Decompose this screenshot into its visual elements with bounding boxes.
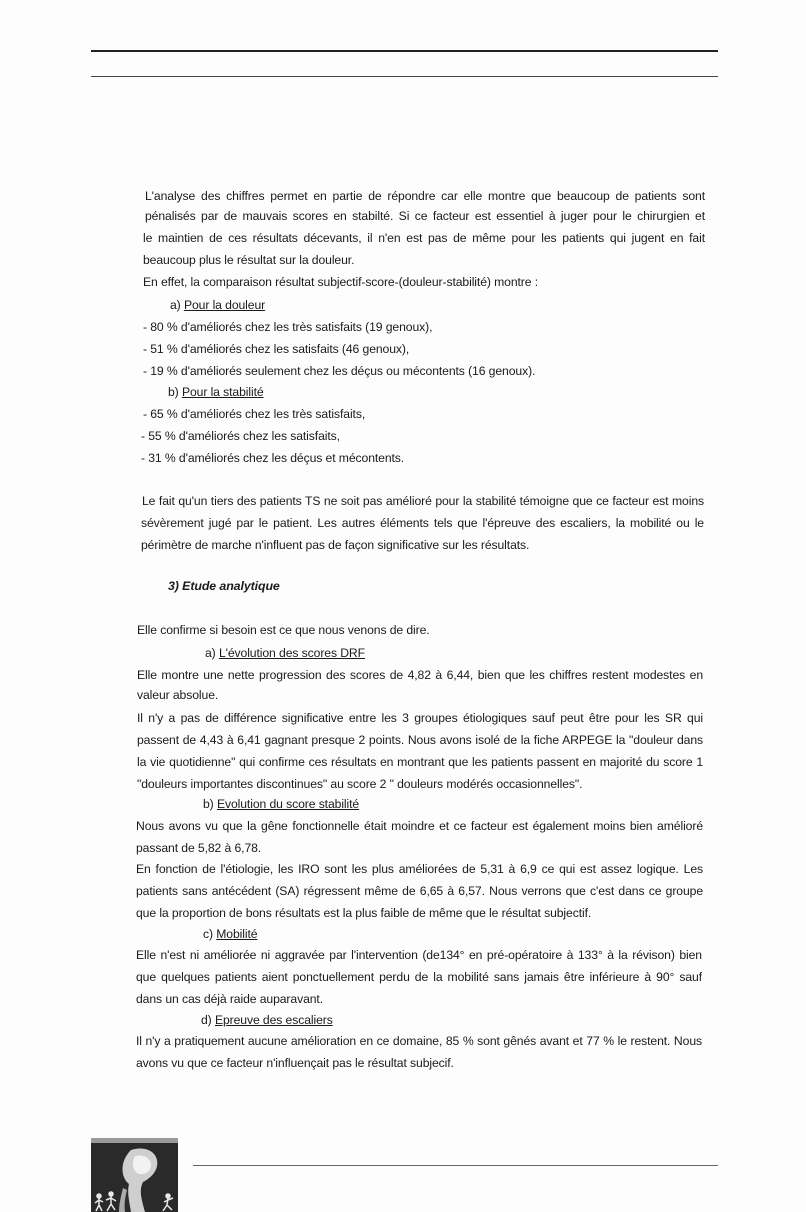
body-text-line: avons vu que ce facteur n'influençait pas le résultat subjecif.: [136, 1056, 454, 1070]
subsection-title: [168, 384, 264, 400]
body-text-line: Il n'y a pratiquement aucune amélioration en ce domaine, 85 % sont gênés avant et 77 % le restent. Nous: [136, 1034, 702, 1048]
body-text-line: En effet, la comparaison résultat subjectif-score-(douleur-stabilité) montre :: [143, 275, 539, 289]
subsection-label: Evolution du score stabilité: [216, 797, 360, 811]
subsection-prefix: b): [203, 797, 217, 811]
subsection-prefix: d): [201, 1013, 215, 1027]
body-text-line: patients sans antécédent (SA) régressent même de 6,65 à 6,57. Nous verrons que c'est dans ce groupe: [136, 884, 703, 898]
header-rule-bottom: [91, 76, 718, 77]
body-text-line: passent de 4,43 à 6,41 gagnant presque 2 points. Nous avons isolé de la fiche ARPEGE la "douleur dans: [137, 733, 703, 747]
subsection-title: [203, 796, 359, 812]
body-text-line: Elle montre une nette progression des scores de 4,82 à 6,44, bien que les chiffres restent modestes en: [137, 668, 703, 682]
body-text-line: sévèrement jugé par le patient. Les autres éléments tels que l'épreuve des escaliers, la mobilité ou le: [141, 516, 704, 530]
body-text-line: valeur absolue.: [137, 688, 219, 702]
body-text-line: - 55 % d'améliorés chez les satisfaits,: [141, 429, 340, 443]
footer-rule: [193, 1165, 718, 1166]
subsection-title: [205, 645, 365, 661]
body-text-line: L'analyse des chiffres permet en partie de répondre car elle montre que beaucoup de patients sont: [145, 189, 705, 203]
body-text-line: dans un cas déjà raide auparavant.: [136, 992, 323, 1006]
subsection-label: Pour la douleur: [183, 298, 266, 312]
body-text-line: - 65 % d'améliorés chez les très satisfaits,: [143, 407, 366, 421]
subsection-prefix: c): [203, 927, 217, 941]
body-text-line: - 80 % d'améliorés chez les très satisfaits (19 genoux),: [143, 320, 433, 334]
body-text-line: - 51 % d'améliorés chez les satisfaits (46 genoux),: [143, 342, 410, 356]
body-text-line: Nous avons vu que la gêne fonctionnelle était moindre et ce facteur est également moins bien amélioré: [136, 819, 703, 833]
subsection-prefix: b): [168, 385, 182, 399]
body-text-line: que quelques patients aient ponctuellement perdu de la mobilité sans jamais être inférieure à 90° sauf: [136, 970, 702, 984]
subsection-prefix: a): [205, 646, 219, 660]
body-text-line: périmètre de marche n'influent pas de façon significative sur les résultats.: [141, 538, 530, 552]
body-text-line: que la proportion de bons résultats est la plus faible de même que le résultat subjectif.: [136, 906, 592, 920]
body-text-line: Elle n'est ni améliorée ni aggravée par l'intervention (de134° en pré-opératoire à 133° à la révison) bien: [136, 948, 702, 962]
body-text-line: Le fait qu'un tiers des patients TS ne soit pas amélioré pour la stabilité témoigne que ce facteur est moins: [142, 494, 704, 508]
subsection-label: Mobilité: [216, 927, 258, 941]
subsection-label: Epreuve des escaliers: [214, 1013, 333, 1027]
body-text-line: - 31 % d'améliorés chez les déçus et mécontents.: [141, 451, 405, 465]
body-text-line: la vie quotidienne" qui confirme ces résultats en montrant que les patients passent en majorité du score 1: [137, 755, 703, 769]
body-text-line: Elle confirme si besoin est ce que nous venons de dire.: [137, 623, 430, 637]
knee-logo-image: [91, 1138, 178, 1212]
subsection-label: Pour la stabilité: [181, 385, 264, 399]
body-text-line: "douleurs importantes discontinues" au score 2 " douleurs modérés occasionnelles".: [137, 777, 583, 791]
body-text-line: passant de 5,82 à 6,78.: [136, 841, 262, 855]
section-heading: 3) Etude analytique: [168, 579, 280, 593]
subsection-label: L'évolution des scores DRF: [218, 646, 365, 660]
subsection-title: [170, 297, 265, 313]
subsection-prefix: a): [170, 298, 184, 312]
body-text-line: pénalisés par de mauvais scores en stabilté. Si ce facteur est essentiel à juger pour le chirurgien et: [145, 209, 705, 223]
body-text-line: En fonction de l'étiologie, les IRO sont les plus améliorées de 5,31 à 6,9 ce qui est assez logique. Les: [136, 862, 703, 876]
subsection-title: [203, 926, 257, 942]
body-text-line: - 19 % d'améliorés seulement chez les déçus ou mécontents (16 genoux).: [143, 364, 536, 378]
body-text-line: Il n'y a pas de différence significative entre les 3 groupes étiologiques sauf peut être pour les SR qui: [137, 711, 703, 725]
body-text-line: beaucoup plus le résultat sur la douleur.: [143, 253, 355, 267]
subsection-title: [201, 1012, 333, 1028]
body-text-line: le maintien de ces résultats décevants, il n'en est pas de même pour les patients qui jugent en fait: [143, 231, 705, 245]
header-rule-top: [91, 50, 718, 52]
